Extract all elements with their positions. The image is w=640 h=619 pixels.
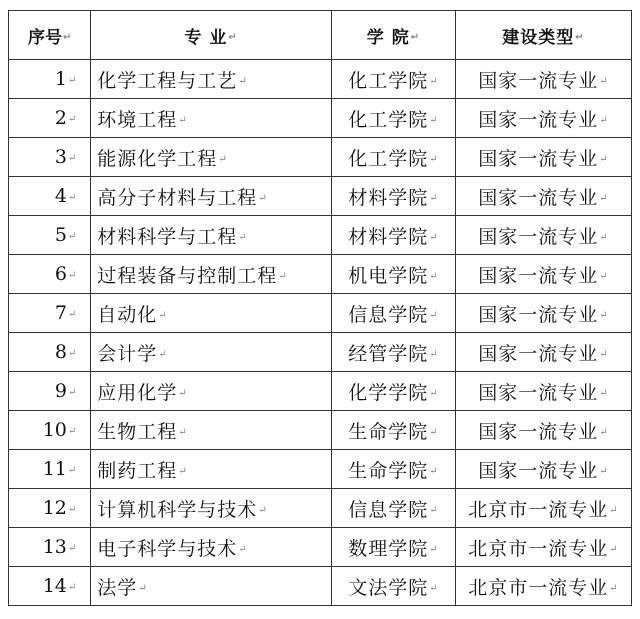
row-school: 化学学院↵ (331, 372, 455, 411)
table-row (9, 528, 632, 567)
row-school: 机电学院↵ (331, 255, 455, 294)
row-serial: 13↵ (9, 528, 91, 567)
row-type: 国家一流专业↵ (455, 294, 631, 333)
row-major: 生物工程↵ (91, 411, 332, 450)
table-row (9, 450, 632, 489)
row-school: 数理学院↵ (331, 528, 455, 567)
row-major: 材料科学与工程↵ (91, 216, 332, 255)
row-serial: 4↵ (9, 177, 91, 216)
row-school: 经管学院↵ (331, 333, 455, 372)
table-row (9, 177, 632, 216)
row-type: 国家一流专业↵ (455, 216, 631, 255)
row-school: 信息学院↵ (331, 294, 455, 333)
row-serial: 1↵ (9, 60, 91, 99)
row-major: 会计学↵ (91, 333, 332, 372)
row-serial: 9↵ (9, 372, 91, 411)
row-school: 生命学院↵ (331, 411, 455, 450)
row-serial: 14↵ (9, 567, 91, 606)
row-type: 国家一流专业↵ (455, 99, 631, 138)
table-row (9, 138, 632, 177)
row-serial: 2↵ (9, 99, 91, 138)
row-major: 能源化学工程↵ (91, 138, 332, 177)
row-school: 材料学院↵ (331, 177, 455, 216)
row-serial: 3↵ (9, 138, 91, 177)
header-type: 建设类型↵ (455, 11, 631, 60)
row-major: 法学↵ (91, 567, 332, 606)
row-major: 化学工程与工艺↵ (91, 60, 332, 99)
row-type: 国家一流专业↵ (455, 333, 631, 372)
row-type: 国家一流专业↵ (455, 138, 631, 177)
table-row (9, 333, 632, 372)
table-row (9, 567, 632, 606)
majors-table-container (8, 10, 632, 606)
table-row (9, 216, 632, 255)
header-major: 专 业↵ (91, 11, 332, 60)
table-header-row (9, 11, 632, 60)
row-type: 国家一流专业↵ (455, 60, 631, 99)
row-school: 化工学院↵ (331, 99, 455, 138)
table-row (9, 60, 632, 99)
row-school: 材料学院↵ (331, 216, 455, 255)
row-serial: 12↵ (9, 489, 91, 528)
row-major: 制药工程↵ (91, 450, 332, 489)
row-type: 国家一流专业↵ (455, 177, 631, 216)
row-serial: 5↵ (9, 216, 91, 255)
row-serial: 7↵ (9, 294, 91, 333)
row-serial: 8↵ (9, 333, 91, 372)
table-body (9, 60, 632, 606)
row-school: 化工学院↵ (331, 138, 455, 177)
row-major: 高分子材料与工程↵ (91, 177, 332, 216)
table-row (9, 372, 632, 411)
row-school: 信息学院↵ (331, 489, 455, 528)
row-type: 北京市一流专业↵ (455, 567, 631, 606)
row-major: 自动化↵ (91, 294, 332, 333)
row-type: 国家一流专业↵ (455, 411, 631, 450)
row-major: 计算机科学与技术↵ (91, 489, 332, 528)
table-row (9, 255, 632, 294)
row-school: 生命学院↵ (331, 450, 455, 489)
row-major: 应用化学↵ (91, 372, 332, 411)
row-major: 环境工程↵ (91, 99, 332, 138)
table-row (9, 294, 632, 333)
row-type: 国家一流专业↵ (455, 372, 631, 411)
header-school: 学 院↵ (331, 11, 455, 60)
row-school: 化工学院↵ (331, 60, 455, 99)
row-major: 过程装备与控制工程↵ (91, 255, 332, 294)
header-serial: 序号↵ (9, 11, 91, 60)
table-row (9, 489, 632, 528)
row-type: 国家一流专业↵ (455, 450, 631, 489)
row-serial: 11↵ (9, 450, 91, 489)
table-row (9, 411, 632, 450)
row-type: 北京市一流专业↵ (455, 528, 631, 567)
majors-table (8, 10, 632, 606)
row-serial: 6↵ (9, 255, 91, 294)
row-type: 北京市一流专业↵ (455, 489, 631, 528)
row-school: 文法学院↵ (331, 567, 455, 606)
row-serial: 10↵ (9, 411, 91, 450)
table-row (9, 99, 632, 138)
row-major: 电子科学与技术↵ (91, 528, 332, 567)
row-type: 国家一流专业↵ (455, 255, 631, 294)
